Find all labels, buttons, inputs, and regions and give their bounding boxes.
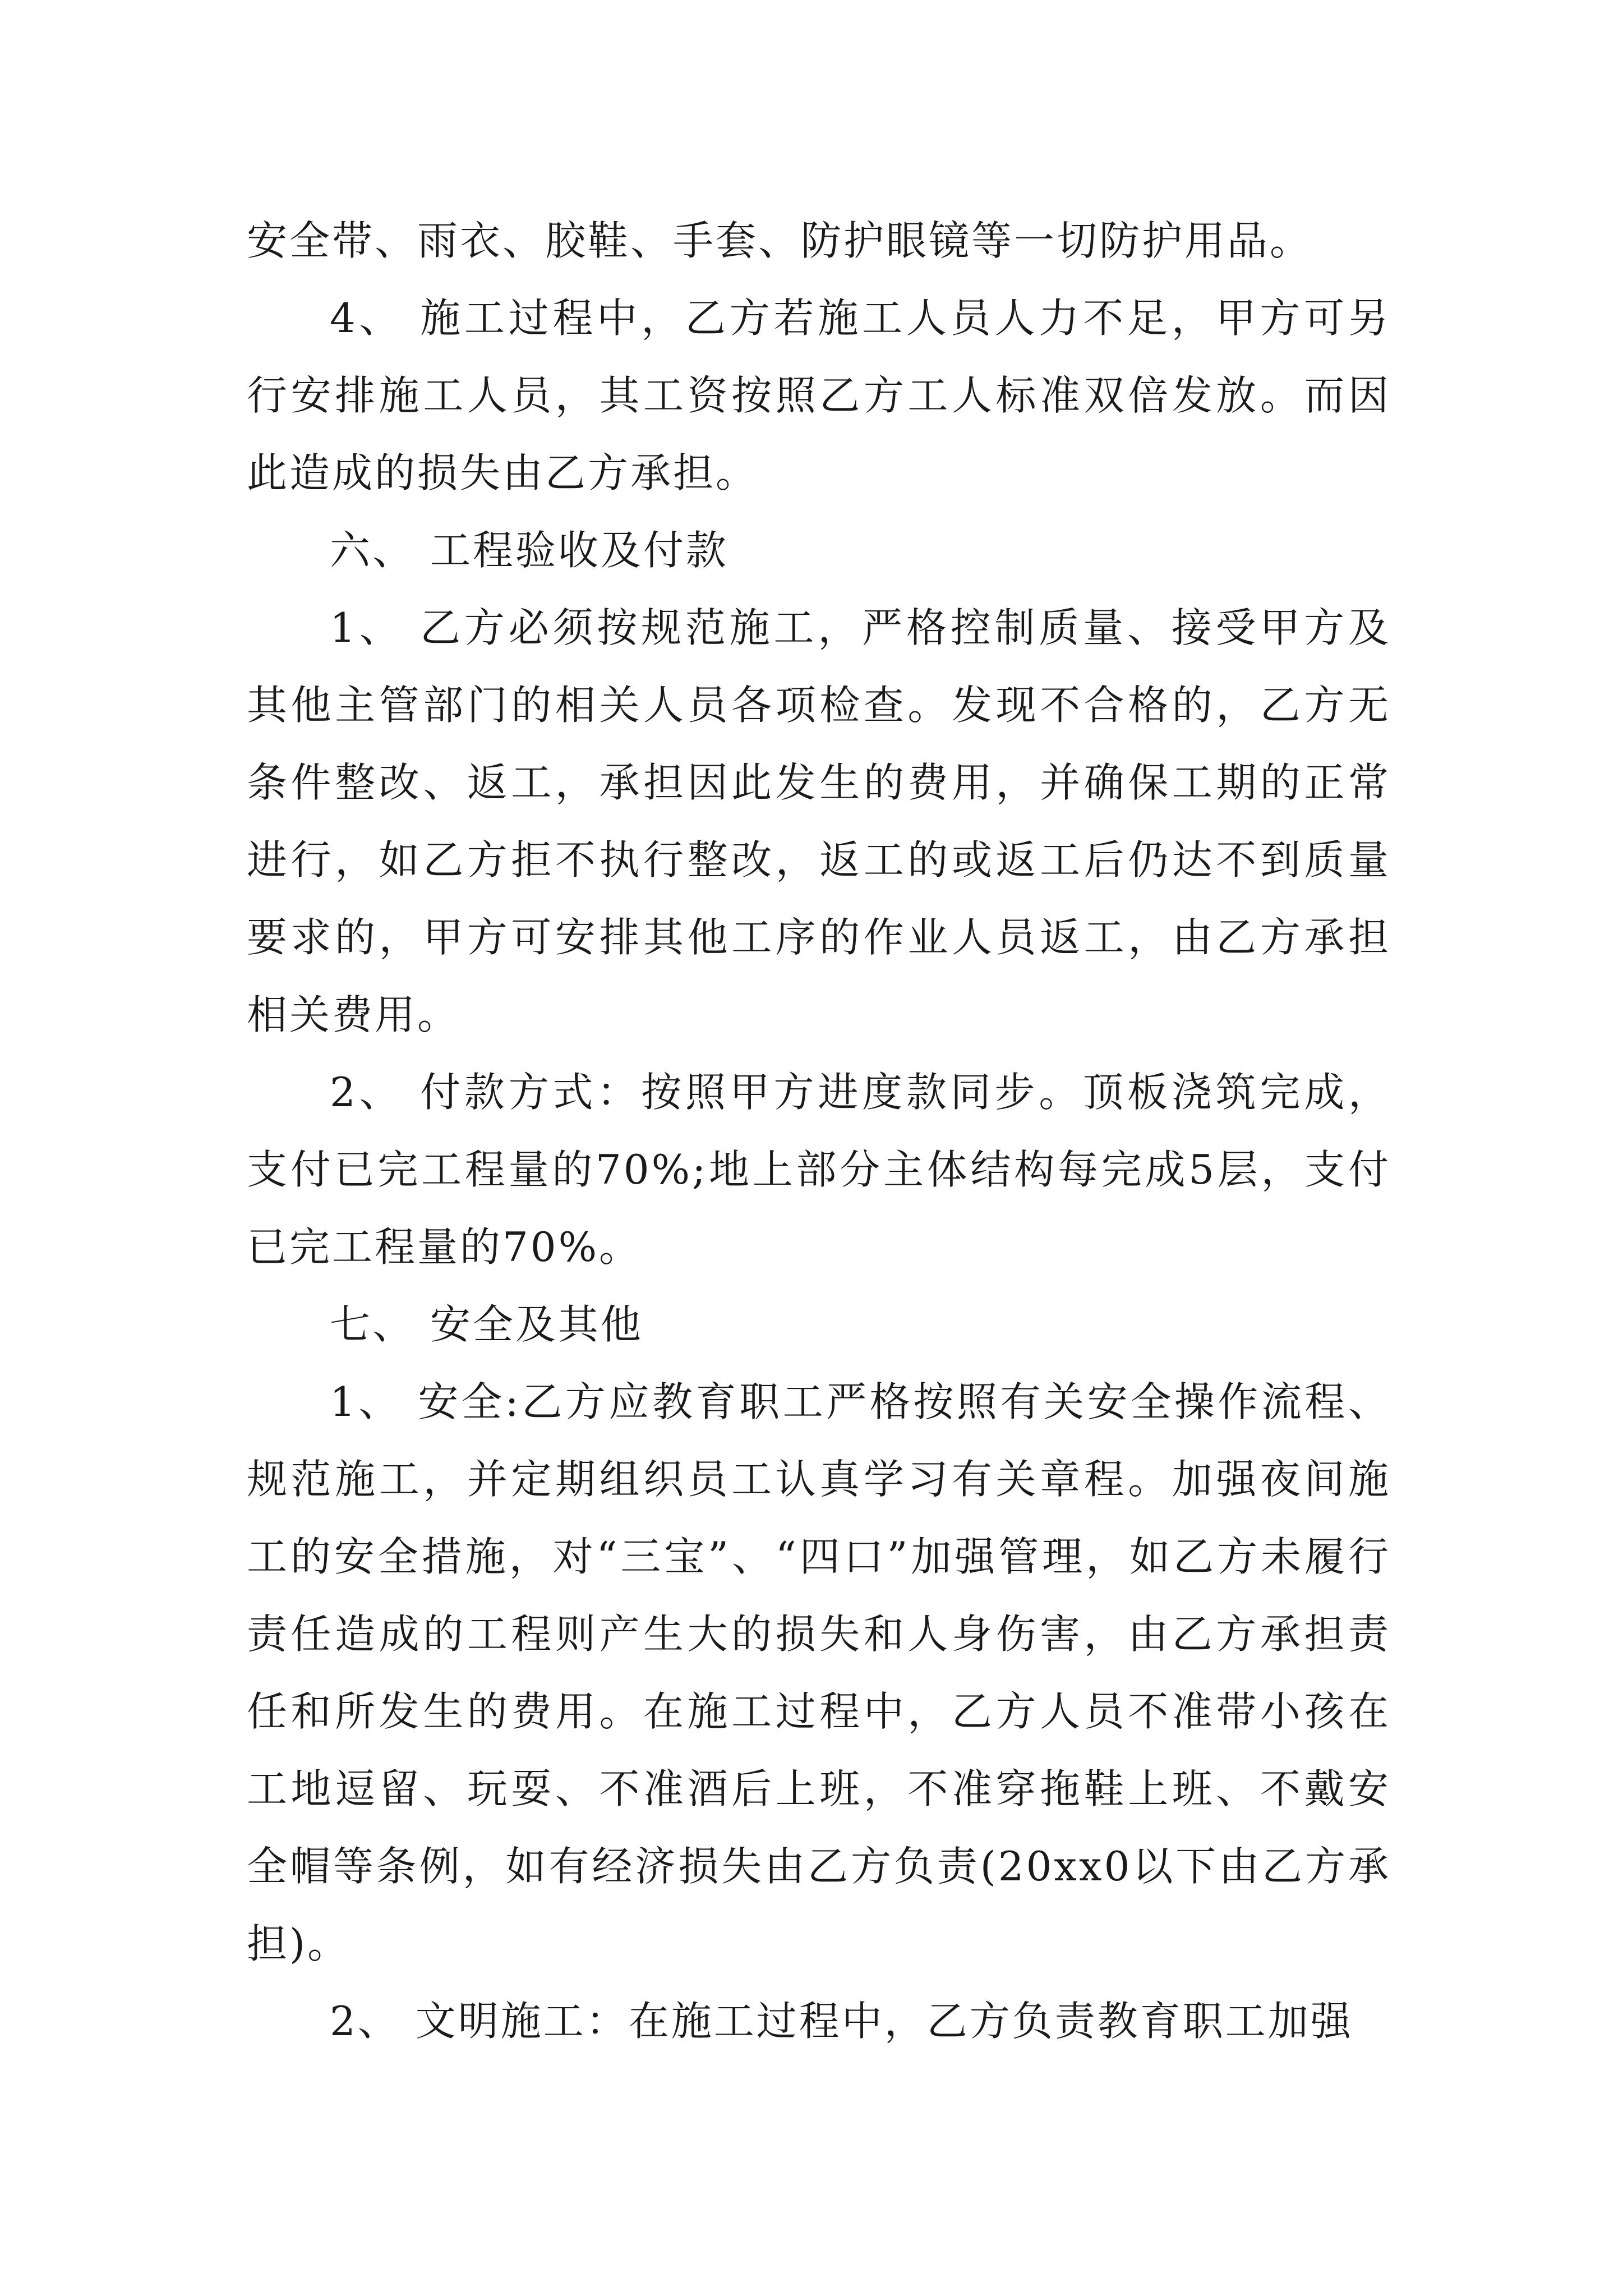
paragraph-protective-gear: 安全带、雨衣、胶鞋、手套、防护眼镜等一切防护用品。 [247, 217, 1313, 264]
document-body [247, 202, 1391, 2060]
paragraph-clause-2-civilized-construction: 2、 文明施工：在施工过程中，乙方负责教育职工加强 [330, 1998, 1353, 2045]
paragraph-clause-4-staffing: 4、 施工过程中，乙方若施工人员人力不足，甲方可另行安排施工人员，其工资按照乙方工人标准双倍发放。而因此造成的损失由乙方承担。 [247, 295, 1391, 496]
section-heading-6-acceptance-payment: 六、 工程验收及付款 [330, 527, 728, 574]
paragraph-clause-2-payment: 2、 付款方式：按照甲方进度款同步。顶板浇筑完成，支付已完工程量的70%;地上部分主体结构每完成5层，支付已完工程量的70%。 [247, 1069, 1391, 1271]
section-heading-7-safety-other: 七、 安全及其他 [330, 1301, 643, 1348]
paragraph-clause-1-quality: 1、 乙方必须按规范施工，严格控制质量、接受甲方及其他主管部门的相关人员各项检查。发现不合格的，乙方无条件整改、返工，承担因此发生的费用，并确保工期的正常进行，如乙方拒不执行整改，返工的或返工后仍达不到质量要求的，甲方可安排其他工序的作业人员返工，由乙方承担相关费用。 [247, 604, 1391, 1038]
paragraph-clause-1-safety: 1、 安全:乙方应教育职工严格按照有关安全操作流程、规范施工，并定期组织员工认真学习有关章程。加强夜间施工的安全措施，对“三宝”、“四口”加强管理，如乙方未履行责任造成的工程则产生大的损失和人身伤害，由乙方承担责任和所发生的费用。在施工过程中，乙方人员不准带小孩在工地逗留、玩耍、不准酒后上班，不准穿拖鞋上班、不戴安全帽等条例，如有经济损失由乙方负责(20xx0以下由乙方承担)。 [247, 1378, 1391, 1967]
